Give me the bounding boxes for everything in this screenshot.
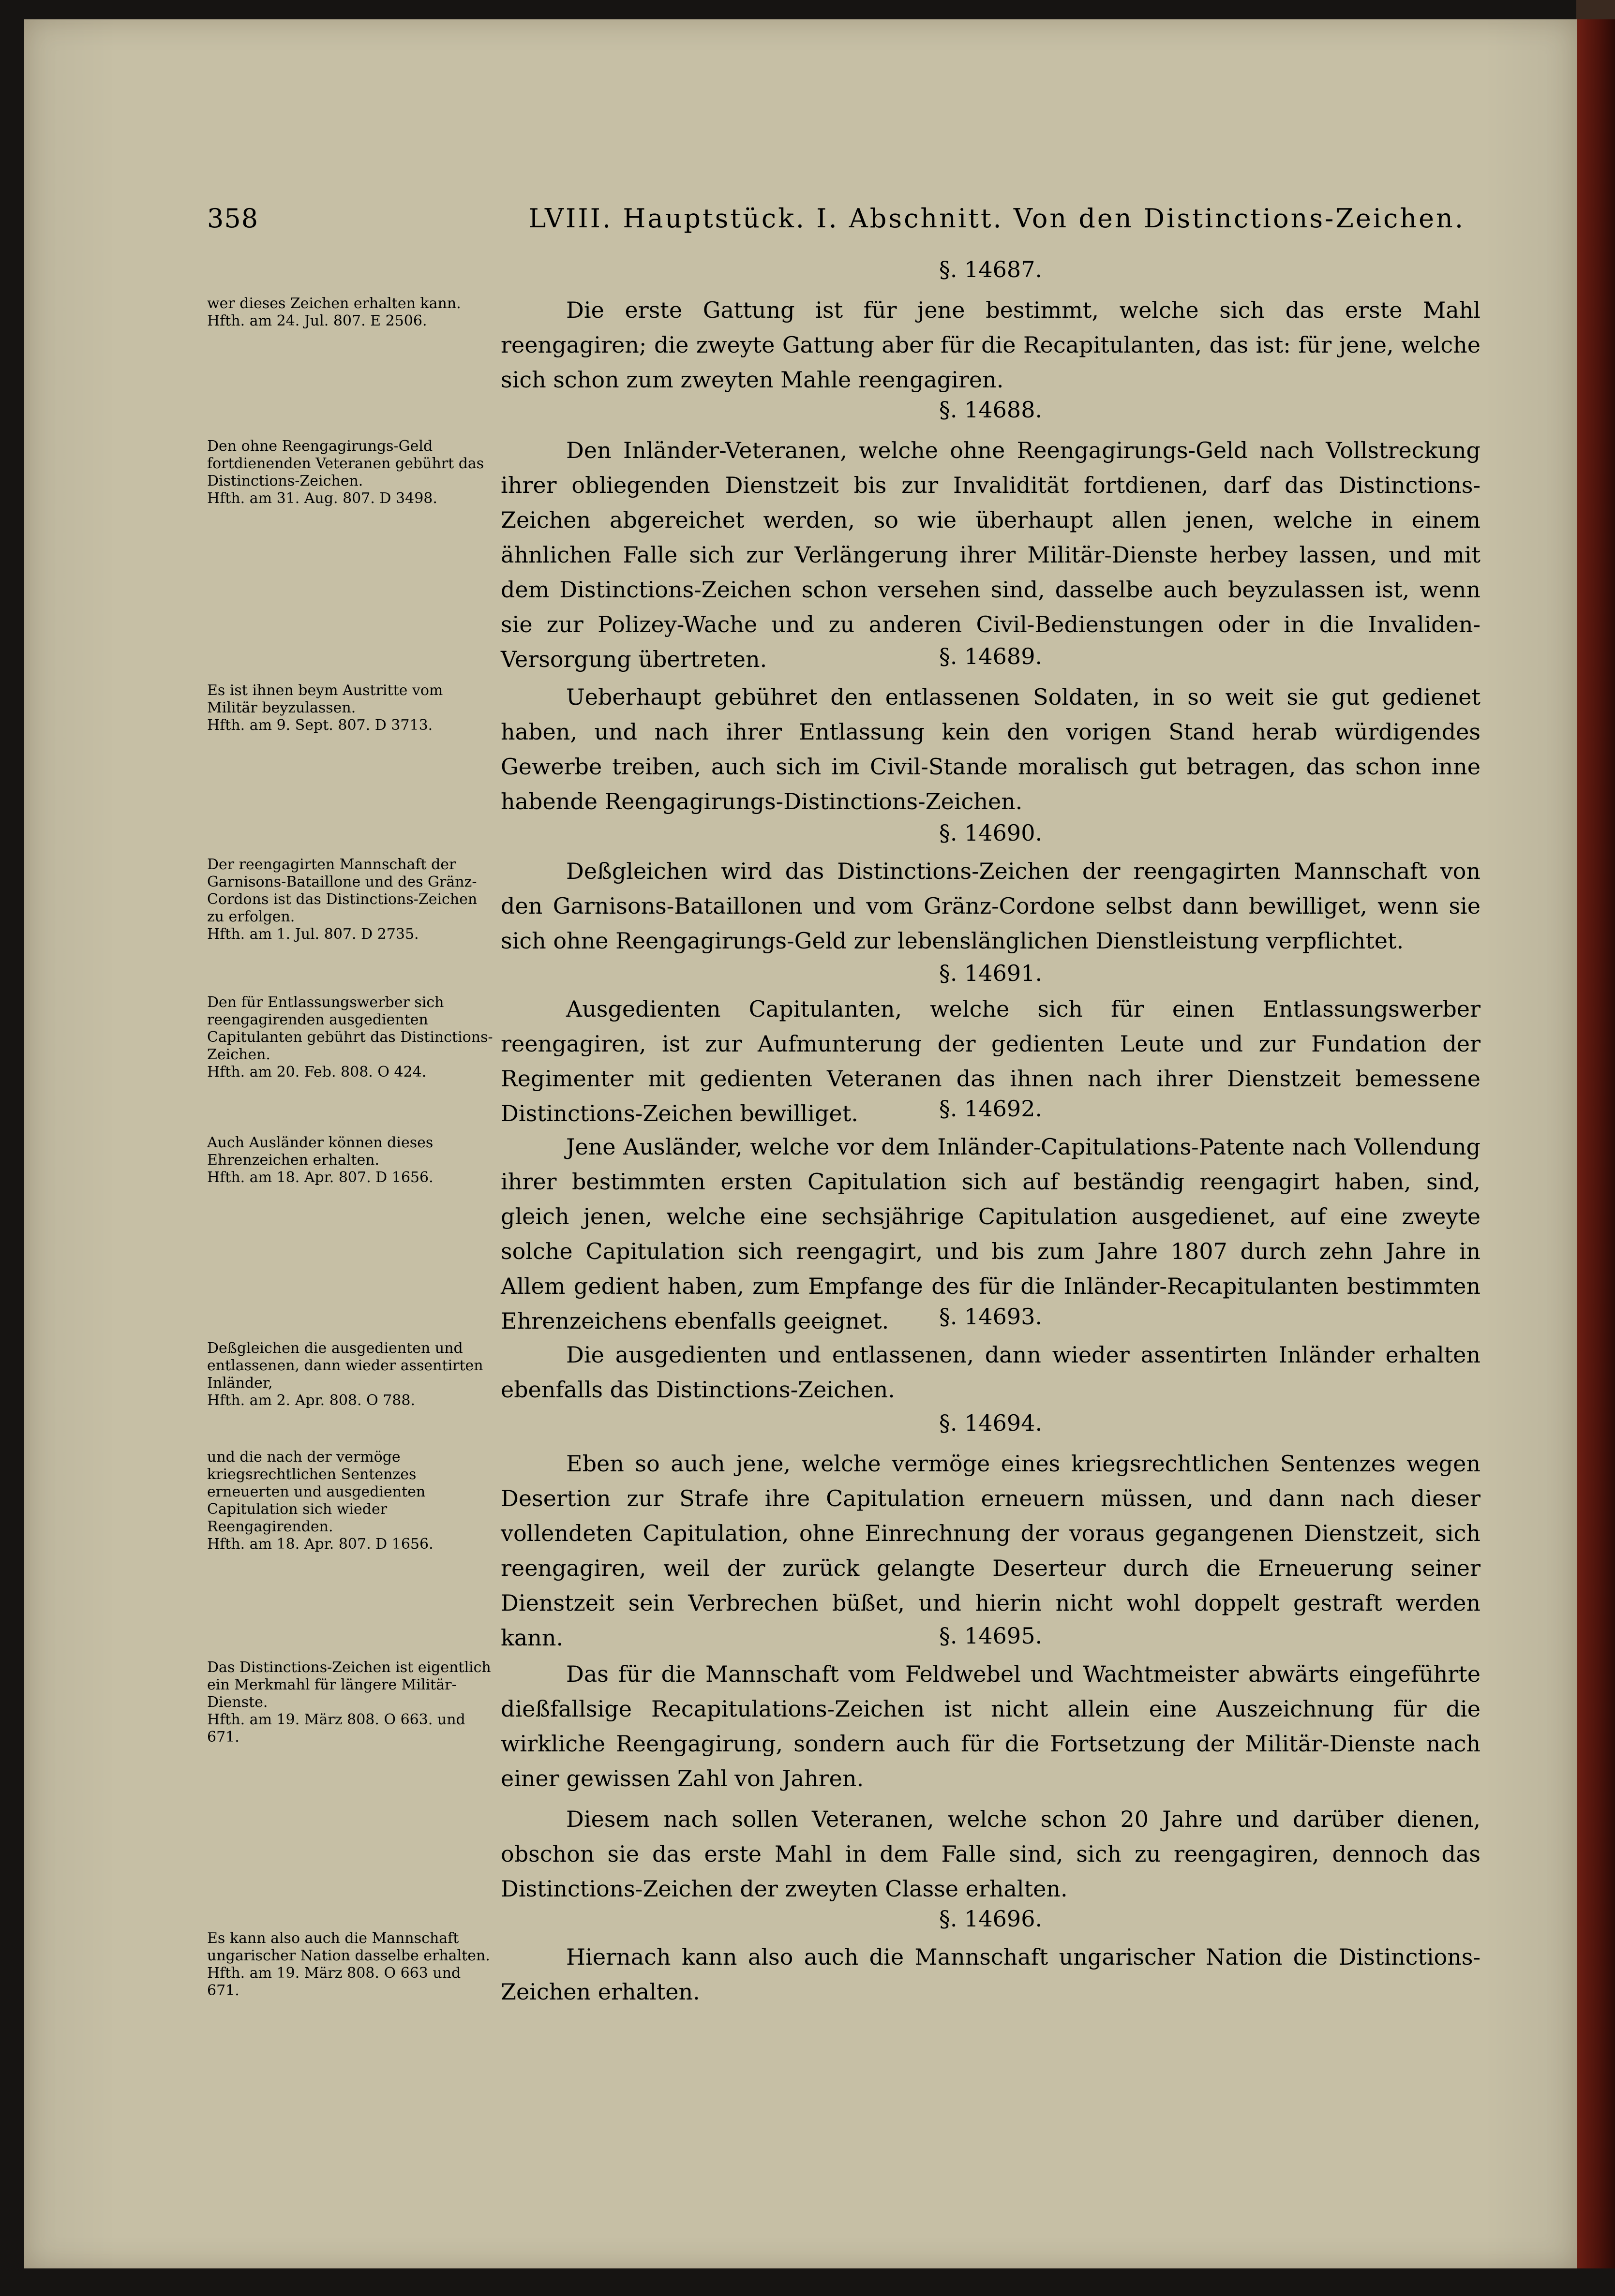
margin-note-text: Der reengagirten Mannschaft der Garnisons-Bataillone und des Gränz-Cordons ist das Distinctions-Zeichen zu erfolgen. [207, 856, 478, 925]
margin-note-text: Das Distinctions-Zeichen ist eigentlich ein Merkmahl für längere Militär-Dienste. [207, 1659, 491, 1711]
section-number: §. 14691. [939, 960, 1043, 986]
margin-note [207, 1449, 497, 1553]
margin-note-text: und die nach der vermöge kriegsrechtlichen Sentenzes erneuerten und ausgedienten Capitulation sich wieder Reengagirenden. [207, 1449, 426, 1535]
margin-note [207, 1340, 497, 1409]
margin-note-ref: Hfth. am 24. Jul. 807. E 2506. [207, 312, 427, 329]
margin-note-text: Den für Entlassungswerber sich reengagirenden ausgedienten Capitulanten gebührt das Distinctions-Zeichen. [207, 994, 493, 1063]
margin-note-ref: Hfth. am 9. Sept. 807. D 3713. [207, 717, 433, 734]
margin-note-text: Auch Ausländer können dieses Ehrenzeichen erhalten. [207, 1134, 434, 1169]
margin-note-text: Den ohne Reengagirungs-Geld fortdienenden Veteranen gebührt das Distinctions-Zeichen. [207, 438, 484, 489]
scan-background [1576, 0, 1615, 19]
section-number: §. 14693. [939, 1304, 1043, 1330]
margin-note-ref: Hfth. am 1. Jul. 807. D 2735. [207, 926, 419, 943]
margin-note-ref: Hfth. am 2. Apr. 808. O 788. [207, 1392, 415, 1409]
running-head: LVIII. Hauptstück. I. Abschnitt. Von den Distinctions-Zeichen. [528, 203, 1465, 234]
section-number: §. 14692. [939, 1096, 1043, 1122]
margin-note [207, 295, 497, 330]
section-number: §. 14695. [939, 1623, 1043, 1649]
page-number: 358 [207, 203, 259, 234]
paragraph: Das für die Mannschaft vom Feldwebel und Wachtmeister abwärts eingeführte dießfallsige Recapitulations-Zeichen ist nicht allein eine Auszeichnung für die wirkliche Reengagirung, sondern auch für die Fortsetzung der Militär-Dienste nach einer gewissen Zahl von Jahren. [501, 1661, 1480, 1792]
section-number: §. 14687. [939, 256, 1043, 282]
section-number: §. 14696. [939, 1906, 1043, 1932]
section-number: §. 14694. [939, 1410, 1043, 1436]
margin-note-text: Es kann also auch die Mannschaft ungarischer Nation dasselbe erhalten. [207, 1930, 490, 1964]
paragraph: Hiernach kann also auch die Mannschaft ungarischer Nation die Distinctions-Zeichen erhalten. [501, 1944, 1480, 2005]
margin-note [207, 682, 497, 734]
margin-note [207, 438, 497, 507]
page-header [207, 203, 1465, 237]
margin-note-ref: Hfth. am 31. Aug. 807. D 3498. [207, 490, 437, 507]
paragraph: Die erste Gattung ist für jene bestimmt, welche sich das erste Mahl reengagiren; die zweyte Gattung aber für die Recapitulanten, das ist: für jene, welche sich schon zum zweyten Mahle reengagiren. [501, 297, 1480, 393]
book-edge [1576, 19, 1615, 2268]
margin-note-text: Es ist ihnen beym Austritte vom Militär beyzulassen. [207, 682, 443, 716]
margin-note-ref: Hfth. am 19. März 808. O 663 und 671. [207, 1965, 461, 1999]
margin-note [207, 994, 497, 1081]
margin-note [207, 856, 497, 943]
margin-note-ref: Hfth. am 19. März 808. O 663. und 671. [207, 1711, 465, 1746]
paragraph: Ausgedienten Capitulanten, welche sich für einen Entlassungswerber reengagiren, ist zur Aufmunterung der gedienten Leute und zur Fundation der Regimenter mit gedienten Veteranen das ihnen nach ihrer Dienstzeit bemessene Distinctions-Zeichen bewilliget. [501, 996, 1480, 1126]
margin-note-ref: Hfth. am 18. Apr. 807. D 1656. [207, 1169, 434, 1186]
paragraph: Diesem nach sollen Veteranen, welche schon 20 Jahre und darüber dienen, obschon sie das erste Mahl in dem Falle sind, sich zu reengagiren, dennoch das Distinctions-Zeichen der zweyten Classe erhalten. [501, 1806, 1480, 1902]
margin-note [207, 1659, 497, 1746]
margin-note [207, 1930, 497, 2000]
paragraph: Ueberhaupt gebühret den entlassenen Soldaten, in so weit sie gut gedienet haben, und nach ihrer Entlassung kein den vorigen Stand herab würdigendes Gewerbe treiben, auch sich im Civil-Stande moralisch gut betragen, das schon inne habende Reengagirungs-Distinctions-Zeichen. [501, 684, 1480, 815]
section-number: §. 14690. [939, 820, 1043, 846]
margin-note [207, 1134, 497, 1186]
paragraph: Den Inländer-Veteranen, welche ohne Reengagirungs-Geld nach Vollstreckung ihrer obliegenden Dienstzeit bis zur Invalidität fortdienen, darf das Distinctions-Zeichen abgereichet werden, so wie überhaupt allen jenen, welche in einem ähnlichen Falle sich zur Verlängerung ihrer Militär-Dienste herbey lassen, und mit dem Distinctions-Zeichen schon versehen sind, dasselbe auch beyzulassen ist, wenn sie zur Polizey-Wache und zu anderen Civil-Bedienstungen oder in die Invaliden-Versorgung übertreten. [501, 437, 1480, 672]
margin-note-ref: Hfth. am 20. Feb. 808. O 424. [207, 1064, 427, 1081]
margin-note-ref: Hfth. am 18. Apr. 807. D 1656. [207, 1536, 434, 1553]
paragraph: Die ausgedienten und entlassenen, dann wieder assentirten Inländer erhalten ebenfalls das Distinctions-Zeichen. [501, 1342, 1480, 1403]
paragraph: Deßgleichen wird das Distinctions-Zeichen der reengagirten Mannschaft von den Garnisons-Bataillonen und vom Gränz-Cordone selbst dann bewilliget, wenn sie sich ohne Reengagirungs-Geld zur lebenslänglichen Dienstleistung verpflichtet. [501, 858, 1480, 954]
margin-note-text: wer dieses Zeichen erhalten kann. [207, 295, 461, 312]
paragraph: Eben so auch jene, welche vermöge eines kriegsrechtlichen Sentenzes wegen Desertion zur Strafe ihre Capitulation erneuern müssen, und dann nach dieser vollendeten Capitulation, ohne Einrechnung der voraus gegangenen Dienstzeit, sich reengagiren, weil der zurück gelangte Deserteur durch die Erneuerung seiner Dienstzeit sein Verbrechen büßet, und hierin nicht wohl doppelt gestraft werden kann. [501, 1451, 1480, 1651]
section-number: §. 14689. [939, 643, 1043, 669]
section-number: §. 14688. [939, 397, 1043, 423]
margin-note-text: Deßgleichen die ausgedienten und entlassenen, dann wieder assentirten Inländer, [207, 1340, 483, 1392]
paragraph: Jene Ausländer, welche vor dem Inländer-Capitulations-Patente nach Vollendung ihrer bestimmten ersten Capitulation sich auf beständig reengagirt haben, sind, gleich jenen, welche eine sechsjährige Capitulation ausgedienet, auf eine zweyte solche Capitulation sich reengagirt, und bis zum Jahre 1807 durch zehn Jahre in Allem gedient haben, zum Empfange des für die Inländer-Recapitulanten bestimmten Ehrenzeichens ebenfalls geeignet. [501, 1134, 1480, 1334]
